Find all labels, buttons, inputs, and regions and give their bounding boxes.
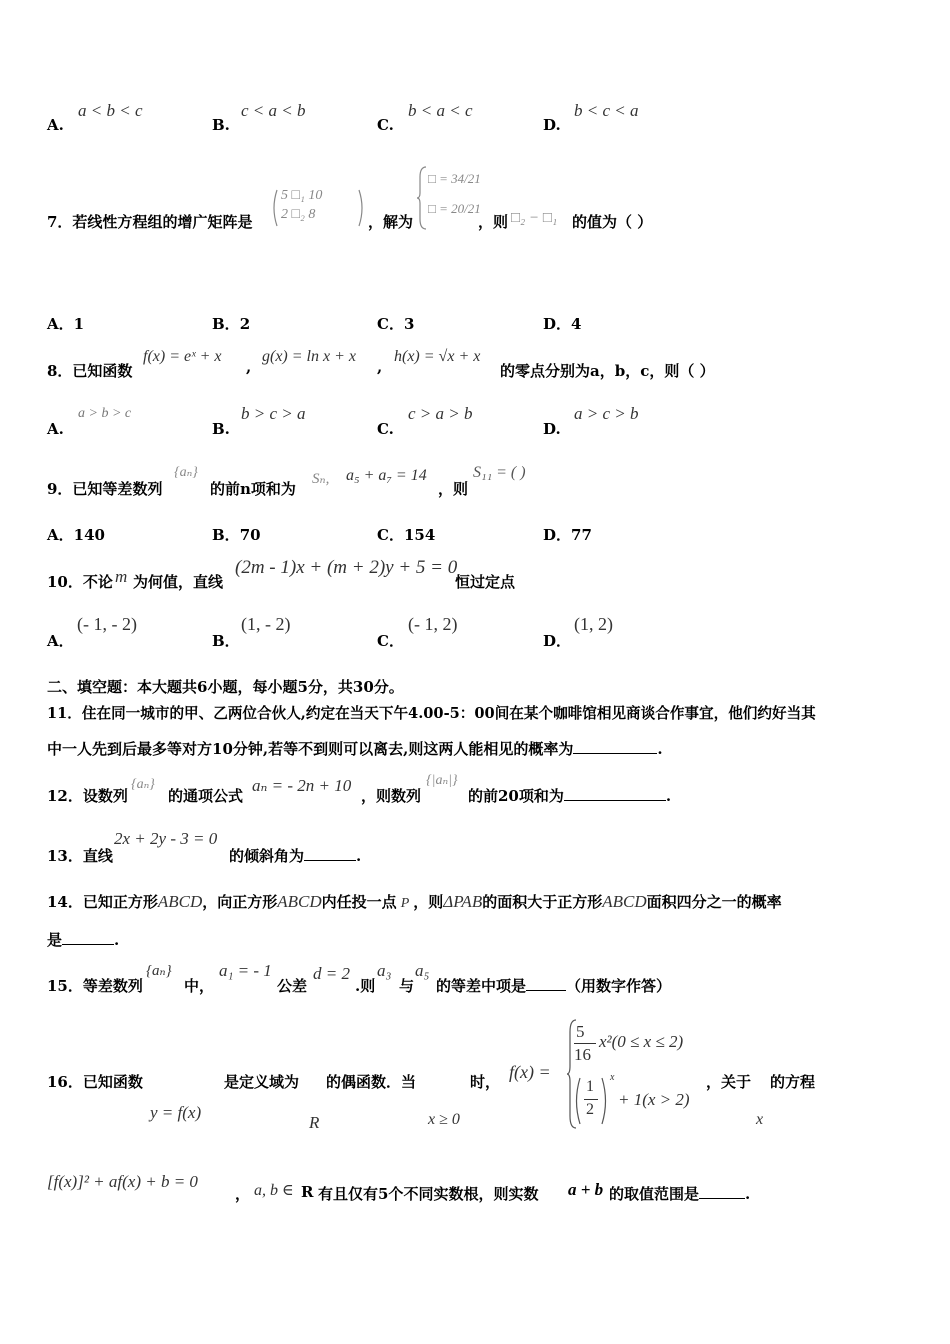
q10-option-a: A． <box>47 632 74 650</box>
q13-prefix: 13．直线 <box>47 847 113 865</box>
q12-tail-text: 的前20项和为 <box>468 787 564 805</box>
q16-p8: 有且仅有5个不同实数根，则实数 <box>318 1185 539 1203</box>
q8-option-d: D. <box>543 420 561 438</box>
q15-mid1: 中， <box>184 977 215 995</box>
q9-prefix: 9．已知等差数列 <box>47 480 163 498</box>
q14-abcd1: ABCD <box>157 892 203 911</box>
q6-option-c: C. <box>377 116 394 134</box>
q6-option-d-math: b < c < a <box>574 101 639 120</box>
q7-solution <box>416 165 481 231</box>
q8-comma1: , <box>246 358 252 376</box>
q16-p6: 的方程 <box>770 1073 816 1091</box>
q9-option-c: C．154 <box>377 526 436 544</box>
q7-matrix-row1: 5 □₁ 10 <box>281 188 323 203</box>
q14-abcd2: ABCD <box>277 892 322 911</box>
q6-option-c-math: b < a < c <box>408 101 473 120</box>
q10-m: m <box>115 567 128 586</box>
q14-point-p: P <box>400 896 410 911</box>
q11-answer-blank[interactable] <box>573 739 657 754</box>
q16-rb: R <box>301 1183 314 1201</box>
q15-answer-blank[interactable] <box>526 976 566 991</box>
q7-matrix <box>270 188 366 228</box>
q8-option-d-math: a > c > b <box>574 404 639 423</box>
q8-f: f(x) = eˣ + x <box>143 348 222 365</box>
q6-option-a-math: a < b < c <box>78 101 143 120</box>
q6-option-b-math: c < a < b <box>241 101 306 120</box>
q7-option-c: C．3 <box>377 315 415 333</box>
q10-mid: 为何值，直线 <box>133 573 224 591</box>
q15-d: d = 2 <box>313 964 350 983</box>
q6-option-b: B. <box>212 116 230 134</box>
q16-p7: ， <box>235 1185 251 1203</box>
q9-option-b: B．70 <box>212 526 261 544</box>
q16-case1-rest: x²(0 ≤ x ≤ 2) <box>599 1032 684 1051</box>
q9-seq: {aₙ} <box>174 465 198 480</box>
q10-prefix: 10．不论 <box>47 573 113 591</box>
q7-expr: □₂ − □₁ <box>511 210 558 226</box>
q15-a1: a₁ = - 1 <box>219 961 272 980</box>
q16-p3: 的偶函数．当 <box>326 1073 417 1091</box>
q15-a5: a₅ <box>415 961 430 980</box>
q8-comma2: , <box>377 358 383 376</box>
q16-fx: f(x) = <box>509 1062 551 1082</box>
q8-option-a-math: a > b > c <box>78 406 132 421</box>
q10-option-c-math: (- 1, 2) <box>408 614 458 634</box>
q10-option-b-math: (1, - 2) <box>241 614 291 634</box>
q16-ab: a, b ∈ <box>254 1182 294 1199</box>
q6-option-a: A. <box>47 116 64 134</box>
q16-case2-den: 2 <box>586 1101 594 1118</box>
q15-seq: {aₙ} <box>146 963 172 979</box>
q15-prefix: 15．等差数列 <box>47 977 143 995</box>
q9-mid1: 的前n项和为 <box>210 480 296 498</box>
q15-mid3: .则 <box>355 977 376 995</box>
q14-line2-text: 是 <box>47 931 63 949</box>
q11-end: . <box>657 740 663 758</box>
q10-option-b: B． <box>212 632 240 650</box>
q16-apb: a + b <box>568 1180 604 1199</box>
q16-cond: x ≥ 0 <box>428 1111 460 1128</box>
q12-prefix: 12．设数列 <box>47 787 128 805</box>
q12-abs: {|aₙ|} <box>426 773 458 788</box>
q10-tail: 恒过定点 <box>455 573 516 591</box>
q14-end: . <box>114 931 120 949</box>
q16-case1-bar <box>574 1043 596 1044</box>
q16-p5: ，关于 <box>706 1073 752 1091</box>
q16-case1-num: 5 <box>576 1022 585 1041</box>
q11-line2-text: 中一人先到后最多等对方10分钟,若等不到则可以离去,则这两人能相见的概率为 <box>47 740 574 758</box>
q8-option-c: C. <box>377 420 394 438</box>
q13-end: . <box>356 847 362 865</box>
q12-tail <box>468 785 671 806</box>
q10-option-c: C． <box>377 632 404 650</box>
q13-tail-text: 的倾斜角为 <box>229 847 305 865</box>
q7-matrix-row2: 2 □₂ 8 <box>281 207 316 222</box>
q13-answer-blank[interactable] <box>304 846 356 861</box>
q7-option-d: D．4 <box>543 315 582 333</box>
q8-option-b-math: b > c > a <box>241 404 306 423</box>
q13-line: 2x + 2y - 3 = 0 <box>114 829 218 848</box>
q12-mid: 的通项公式 <box>168 787 244 805</box>
q7-tail1: ，则 <box>478 213 509 231</box>
q9-option-d: D．77 <box>543 526 592 544</box>
q16-case1-den: 16 <box>574 1045 591 1064</box>
q15-tail-text: （用数字作答） <box>566 977 672 995</box>
q7-prefix: 7．若线性方程组的增广矩阵是 <box>47 213 253 231</box>
section-heading: 二、填空题：本大题共6小题，每小题5分，共30分。 <box>47 678 404 696</box>
q12-mid2: ，则数列 <box>361 787 422 805</box>
q14-p2: ，向正方形 <box>202 893 278 911</box>
q7-sol2: □ = 20/21 <box>428 201 481 216</box>
q8-option-c-math: c > a > b <box>408 404 473 423</box>
q11-line2 <box>47 738 663 759</box>
q16-x: x <box>756 1111 764 1128</box>
q14-p4: ，则 <box>413 893 444 911</box>
q8-g: g(x) = ln x + x <box>262 348 356 365</box>
q15-tail <box>436 975 671 996</box>
q9-option-a: A．140 <box>47 526 105 544</box>
q16-y: y = f(x) <box>150 1103 202 1122</box>
q8-h: h(x) = √x + x <box>394 348 481 365</box>
q14-p3: 内任投一点 <box>321 893 397 911</box>
q9-mid2: ，则 <box>438 480 469 498</box>
q14-p6: 面积四分之一的概率 <box>646 893 782 911</box>
q9-ask: S₁₁ = ( ) <box>473 464 526 481</box>
q16-p2: 是定义域为 <box>224 1073 300 1091</box>
q16-case2-num: 1 <box>586 1078 594 1095</box>
q11-line1: 11．住在同一城市的甲、乙两位合伙人,约定在当天下午4.00-5：00间在某个咖啡馆相见商谈合作事宜，他们约好当其 <box>47 705 816 722</box>
q6-option-d: D. <box>543 116 561 134</box>
q15-mid5: 的等差中项是 <box>436 977 527 995</box>
q7-option-a: A．1 <box>47 315 85 333</box>
q8-tail: 的零点分别为a，b，c，则（ ） <box>500 362 715 380</box>
q15-mid2: 公差 <box>277 977 308 995</box>
q7-tail2: 的值为（ ） <box>572 213 653 231</box>
q16-p9 <box>609 1183 750 1204</box>
q14-abcd3: ABCD <box>602 892 647 911</box>
q16-case2-rest: + 1(x > 2) <box>618 1090 690 1109</box>
q12-end: . <box>665 787 672 805</box>
q14-answer-blank[interactable] <box>62 930 114 945</box>
q14-line2 <box>47 929 119 950</box>
q16-r: R <box>309 1113 320 1132</box>
q16-end: . <box>745 1185 751 1203</box>
q8-option-a: A. <box>47 420 64 438</box>
q16-case2-bar <box>584 1099 598 1100</box>
q8-prefix: 8．已知函数 <box>47 362 133 380</box>
q14-p1: 14．已知正方形 <box>47 893 158 911</box>
q16-eq: [f(x)]² + af(x) + b = 0 <box>47 1172 198 1191</box>
q16-p9-text: 的取值范围是 <box>609 1185 700 1203</box>
q16-case2-exp: x <box>610 1072 615 1083</box>
q10-option-d: D． <box>543 632 572 650</box>
q7-sol1: □ = 34/21 <box>428 171 481 186</box>
q16-piecewise <box>566 1018 706 1130</box>
q16-p1: 16．已知函数 <box>47 1073 143 1091</box>
q15-a3: a₃ <box>377 961 392 980</box>
q9-sn: Sₙ, <box>312 471 330 487</box>
q12-answer-blank[interactable] <box>564 786 666 801</box>
q14-pab: ΔPAB <box>443 892 483 911</box>
q8-option-b: B. <box>212 420 230 438</box>
q15-mid4: 与 <box>399 977 415 995</box>
q12-seq: {aₙ} <box>131 777 155 792</box>
q7-option-b: B．2 <box>212 315 251 333</box>
q16-p4: 时， <box>470 1073 501 1091</box>
q10-line: (2m - 1)x + (m + 2)y + 5 = 0 <box>235 557 458 578</box>
q12-formula: aₙ = - 2n + 10 <box>252 776 352 795</box>
q9-cond: a₅ + a₇ = 14 <box>346 467 427 484</box>
q14-line1 <box>47 891 782 912</box>
q16-answer-blank[interactable] <box>699 1184 745 1199</box>
q10-option-d-math: (1, 2) <box>574 614 613 634</box>
q14-p5: 的面积大于正方形 <box>482 893 603 911</box>
q7-mid: ，解为 <box>368 213 414 231</box>
q10-option-a-math: (- 1, - 2) <box>77 614 137 634</box>
q13-tail <box>229 845 361 866</box>
